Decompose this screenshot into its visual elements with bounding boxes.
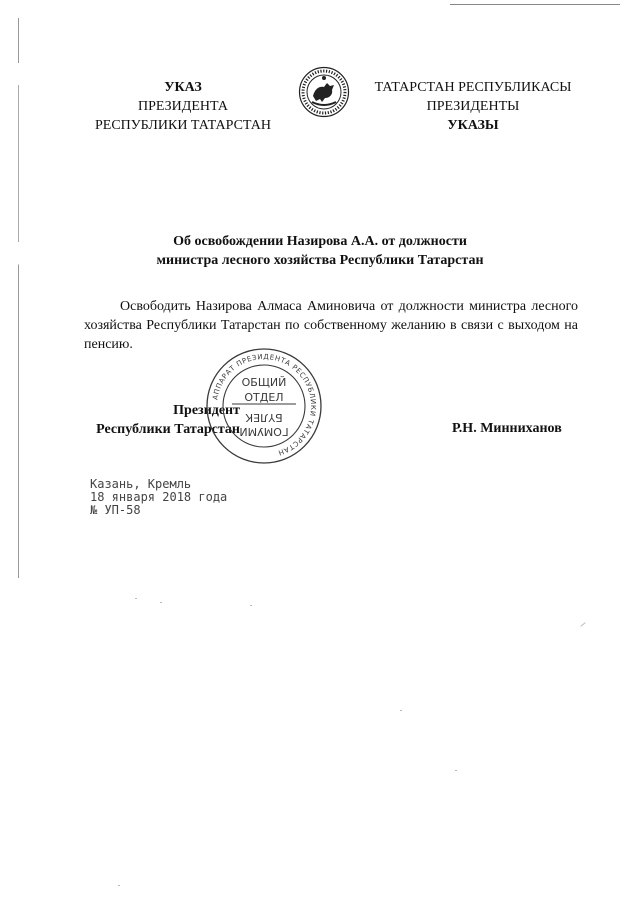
- title-line-1: Об освобождении Назирова А.А. от должности: [173, 234, 467, 249]
- signatory-name: Р.Н. Минниханов: [452, 421, 562, 436]
- scan-speck: [135, 598, 137, 599]
- stamp-ring-text: АППАРАТ ПРЕЗИДЕНТА РЕСПУБЛИКИ ТАТАРСТАН: [211, 352, 318, 457]
- scan-speck: [160, 602, 162, 603]
- stamp-line-3: ГОМУМИ: [239, 425, 289, 438]
- title-line-2: министра лесного хозяйства Республики Татарстан: [156, 253, 484, 268]
- stamp-line-1: ОБЩИЙ: [241, 376, 287, 389]
- header-right: [368, 78, 578, 135]
- scan-speck: [400, 710, 402, 711]
- position-line-2: Республики Татарстан: [96, 422, 240, 437]
- body-paragraph: Освободить Назирова Алмаса Аминовича от должности министра лесного хозяйства Республики Татарстан по собственному желанию в связи с выходом на пенсию.: [84, 299, 578, 352]
- margin-line: [18, 18, 19, 578]
- document-footer: [90, 478, 227, 517]
- header-right-line-3: УКАЗЫ: [447, 118, 499, 133]
- coat-of-arms-icon: [298, 66, 350, 118]
- header-right-line-2: ПРЕЗИДЕНТЫ: [426, 99, 520, 114]
- header-left-line-1: УКАЗ: [164, 80, 202, 95]
- stamp-line-4: БҮЛЕК: [245, 411, 283, 424]
- position-line-1: Президент: [173, 403, 240, 418]
- top-rule: [450, 4, 620, 5]
- header-left: [88, 78, 278, 135]
- footer-place: Казань, Кремль: [90, 477, 192, 491]
- footer-date: 18 января 2018 года: [90, 490, 228, 504]
- scan-speck: [250, 605, 252, 606]
- scan-speck: [580, 622, 585, 627]
- footer-number: № УП-58: [90, 503, 141, 517]
- document-title: [120, 232, 520, 270]
- scan-speck: [455, 770, 457, 771]
- header-right-line-1: ТАТАРСТАН РЕСПУБЛИКАСЫ: [374, 80, 572, 95]
- document-body: [84, 297, 578, 354]
- stamp-line-2: ОТДЕЛ: [244, 391, 284, 404]
- svg-text:АППАРАТ ПРЕЗИДЕНТА РЕСПУБЛИКИ: [211, 353, 317, 457]
- office-stamp: [204, 346, 324, 466]
- header-left-line-2: ПРЕЗИДЕНТА: [138, 99, 228, 114]
- scan-speck: [118, 885, 120, 886]
- header-left-line-3: РЕСПУБЛИКИ ТАТАРСТАН: [94, 118, 271, 133]
